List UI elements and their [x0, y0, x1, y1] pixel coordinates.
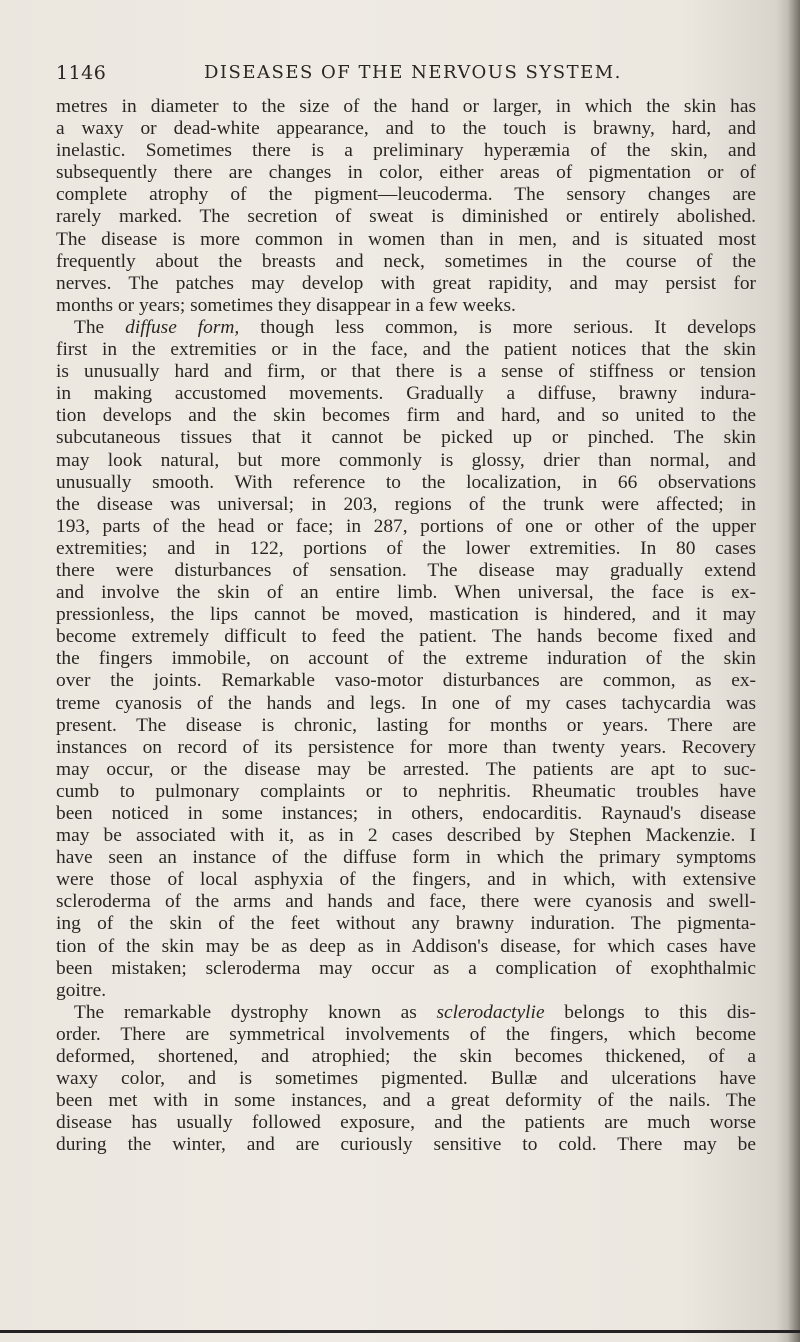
- text-line: scleroderma of the arms and hands and face, there were cyanosis and swell-: [56, 891, 756, 913]
- text-line: tion develops and the skin becomes firm and hard, and so united to the: [56, 405, 756, 427]
- text-line: present. The disease is chronic, lasting for months or years. There are: [56, 714, 756, 736]
- bottom-rule: [0, 1330, 800, 1333]
- text-line: may be associated with it, as in 2 cases described by Stephen Mackenzie. I: [56, 825, 756, 847]
- text-line: order. There are symmetrical involvements of the fingers, which become: [56, 1023, 756, 1045]
- text-line: months or years; sometimes they disappear in a few weeks.: [56, 294, 516, 316]
- text-line: disease has usually followed exposure, and the patients are much worse: [56, 1112, 756, 1134]
- text-line: the disease was universal; in 203, regions of the trunk were affected; in: [56, 493, 756, 515]
- text-line: become extremely difficult to feed the patient. The hands become fixed and: [56, 626, 756, 648]
- text-line: unusually smooth. With reference to the localization, in 66 observations: [56, 471, 756, 493]
- text-line: 193, parts of the head or face; in 287, portions of one or other of the upper: [56, 515, 756, 537]
- text-line-part: The remarkable dystrophy known as: [74, 1001, 437, 1023]
- text-line: have seen an instance of the diffuse form in which the primary symptoms: [56, 847, 756, 869]
- body-text: [56, 96, 756, 1157]
- text-line: inelastic. Sometimes there is a preliminary hyperæmia of the skin, and: [56, 140, 756, 162]
- text-line: metres in diameter to the size of the hand or larger, in which the skin has: [56, 96, 756, 117]
- text-line: been mistaken; scleroderma may occur as a complication of exophthalmic: [56, 957, 756, 979]
- text-line: waxy color, and is sometimes pigmented. Bullæ and ulcerations have: [56, 1068, 756, 1090]
- text-line: there were disturbances of sensation. The disease may gradually extend: [56, 559, 756, 581]
- text-line: pressionless, the lips cannot be moved, mastication is hindered, and it may: [56, 604, 756, 626]
- text-line: may look natural, but more commonly is glossy, drier than normal, and: [56, 449, 756, 471]
- text-line: been noticed in some instances; in others, endocarditis. Raynaud's disease: [56, 803, 756, 824]
- text-line: subcutaneous tissues that it cannot be picked up or pinched. The skin: [56, 427, 756, 449]
- text-line: deformed, shortened, and atrophied; the skin becomes thickened, of a: [56, 1046, 756, 1068]
- text-line: is unusually hard and firm, or that there is a sense of stiffness or tension: [56, 361, 756, 383]
- page-header: [56, 62, 756, 92]
- text-line: the fingers immobile, on account of the extreme induration of the skin: [56, 648, 756, 670]
- text-line: instances on record of its persistence for more than twenty years. Recovery: [56, 736, 756, 758]
- text-line-part: The: [74, 316, 126, 338]
- text-line: tion of the skin may be as deep as in Addison's disease, for which cases have: [56, 935, 756, 957]
- text-line: [56, 1002, 756, 1024]
- text-line: ing of the skin of the feet without any brawny induration. The pigmenta-: [56, 913, 756, 935]
- text-line: and involve the skin of an entire limb. When universal, the face is ex-: [56, 582, 756, 604]
- text-line: were those of local asphyxia of the fingers, and in which, with extensive: [56, 869, 756, 891]
- emphasis-term: sclerodactylie: [436, 1001, 545, 1023]
- text-line: complete atrophy of the pigment—leucoderma. The sensory changes are: [56, 184, 756, 206]
- text-line: treme cyanosis of the hands and legs. In one of my cases tachycardia was: [56, 692, 756, 714]
- running-title: DISEASES OF THE NERVOUS SYSTEM.: [204, 62, 622, 83]
- text-line: extremities; and in 122, portions of the lower extremities. In 80 cases: [56, 537, 756, 559]
- text-line: rarely marked. The secretion of sweat is diminished or entirely abolished.: [56, 206, 756, 228]
- text-line-part: belongs to this dis-: [544, 1001, 756, 1023]
- text-line: goitre.: [56, 979, 107, 1001]
- text-line: a waxy or dead-white appearance, and to the touch is brawny, hard, and: [56, 118, 756, 140]
- text-line-part: though less common, is more serious. It develops: [239, 316, 756, 338]
- text-line: over the joints. Remarkable vaso-motor disturbances are common, as ex-: [56, 670, 756, 692]
- text-line: during the winter, and are curiously sensitive to cold. There may be: [56, 1134, 756, 1156]
- text-line: subsequently there are changes in color, either areas of pigmentation or of: [56, 162, 756, 184]
- text-line: been met with in some instances, and a great deformity of the nails. The: [56, 1090, 756, 1112]
- text-line: The disease is more common in women than in men, and is situated most: [56, 228, 756, 250]
- text-line: cumb to pulmonary complaints or to nephritis. Rheumatic troubles have: [56, 780, 756, 802]
- text-line: may occur, or the disease may be arrested. The patients are apt to suc-: [56, 758, 756, 780]
- emphasis-term: diffuse form,: [125, 316, 240, 338]
- text-line: nerves. The patches may develop with great rapidity, and may persist for: [56, 272, 756, 294]
- text-line: first in the extremities or in the face, and the patient notices that the skin: [56, 339, 756, 361]
- text-line: frequently about the breasts and neck, sometimes in the course of the: [56, 250, 756, 272]
- text-line: in making accustomed movements. Gradually a diffuse, brawny indura-: [56, 383, 756, 405]
- text-line: [56, 317, 756, 339]
- page-number: 1146: [56, 62, 107, 84]
- page-edge-shadow: [788, 0, 800, 1342]
